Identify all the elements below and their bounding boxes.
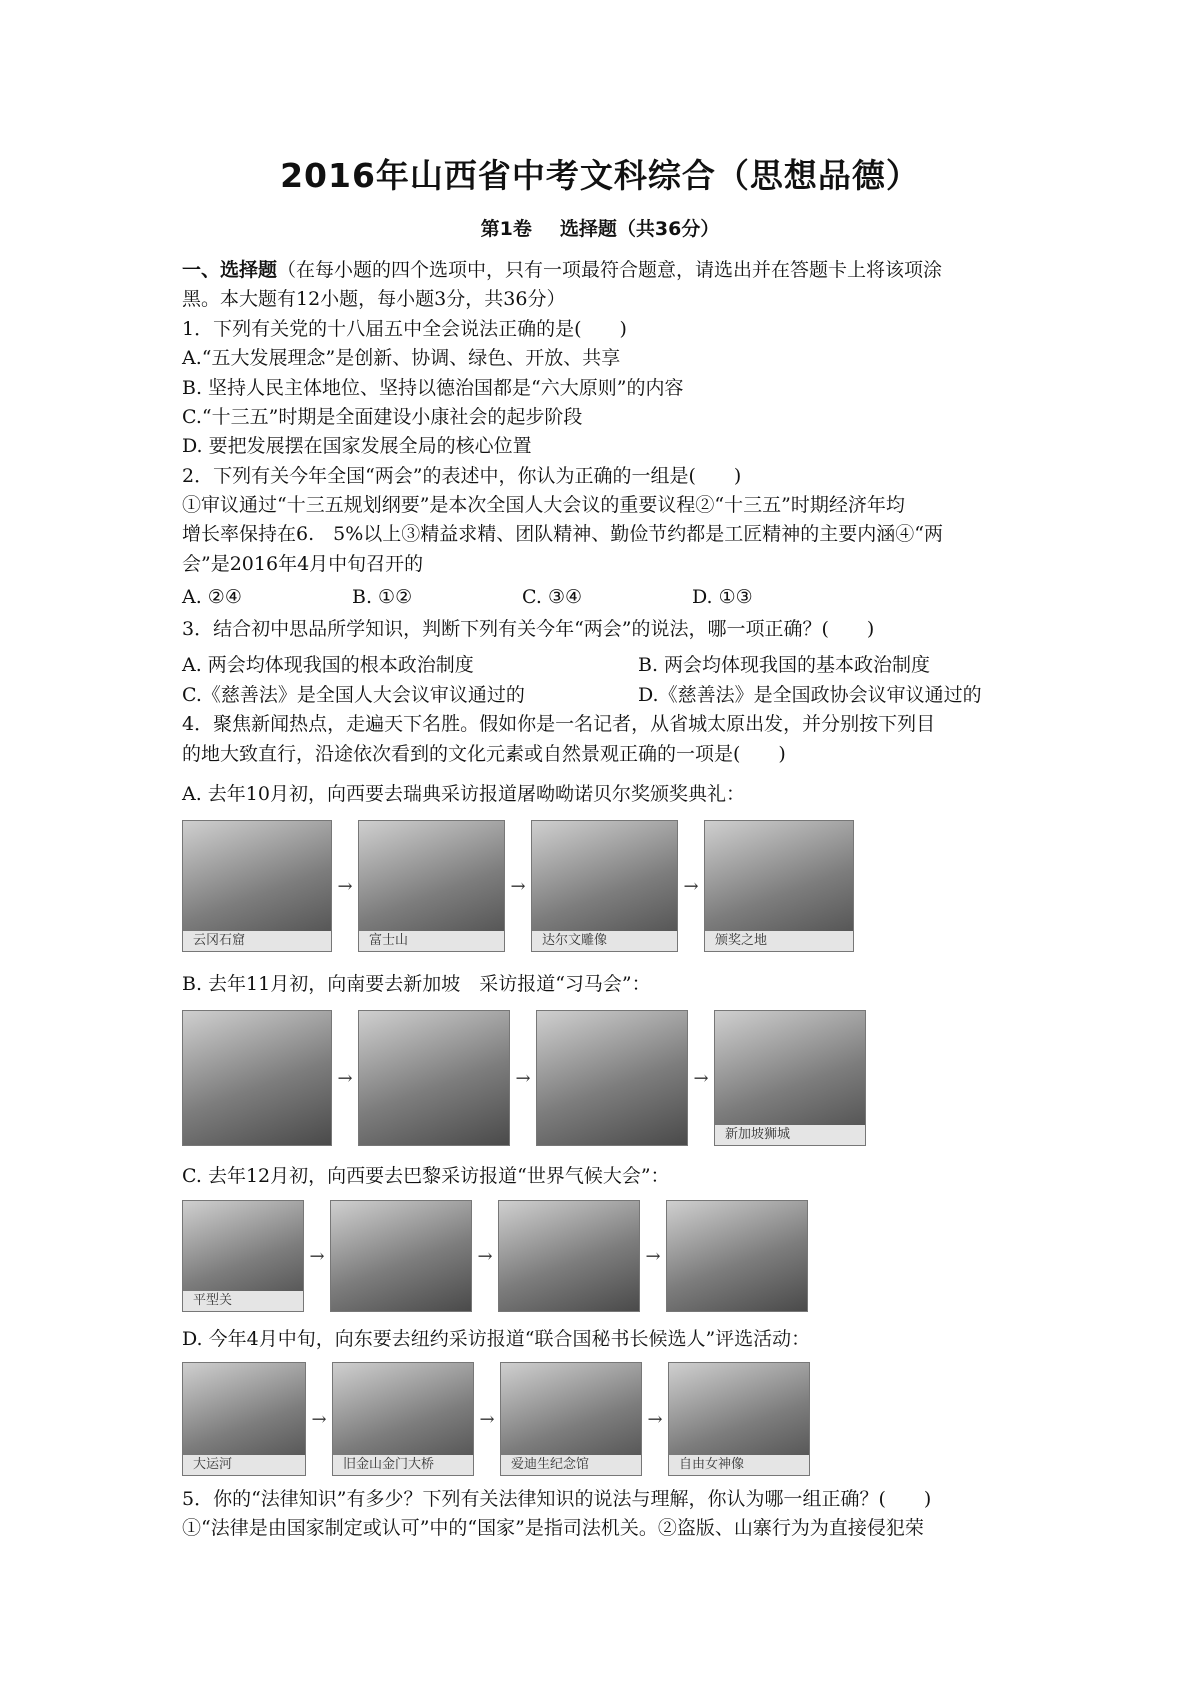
q3-stem: 3．结合初中思品所学知识，判断下列有关今年“两会”的说法，哪一项正确？( ) xyxy=(182,618,875,640)
arrow-icon: → xyxy=(510,875,526,897)
page-subtitle xyxy=(0,214,1200,241)
q5-stem: 5．你的“法律知识”有多少？下列有关法律知识的说法与理解，你认为哪一组正确？( ) xyxy=(182,1488,932,1510)
q2-text-2: 增长率保持在6. 5%以上③精益求精、团队精神、勤俭节约都是工匠精神的主要内涵④“两 xyxy=(182,523,943,545)
q4-option-d: D. 今年4月中旬，向东要去纽约采访报道“联合国秘书长候选人”评选活动： xyxy=(182,1328,811,1350)
instructions-text: （在每小题的四个选项中，只有一项最符合题意，请选出并在答题卡上将该项涂 xyxy=(277,259,943,281)
q2-text-1: ①审议通过“十三五规划纲要”是本次全国人大会议的重要议程②“十三五”时期经济年均 xyxy=(182,494,905,516)
q4-option-c: C. 去年12月初，向西要去巴黎采访报道“世界气候大会”： xyxy=(182,1165,670,1187)
q1-option-c: C.“十三五”时期是全面建设小康社会的起步阶段 xyxy=(182,406,583,428)
instructions-line-2: 黑。本大题有12小题，每小题3分，共36分） xyxy=(182,288,566,310)
q1-option-d: D. 要把发展摆在国家发展全局的核心位置 xyxy=(182,435,532,457)
q3-option-c: C.《慈善法》是全国人大会议审议通过的 xyxy=(182,684,525,706)
image-caption: 平型关 xyxy=(183,1291,303,1311)
image-caption: 富士山 xyxy=(359,931,504,951)
q3-options-row-2 xyxy=(182,680,1094,707)
volume-label: 第1卷 xyxy=(480,218,532,240)
image-caption: 大运河 xyxy=(183,1455,305,1475)
pingxingguan-photo xyxy=(182,1200,304,1312)
q4-stem-2: 的地大致直行，沿途依次看到的文化元素或自然景观正确的一项是( ) xyxy=(182,743,786,765)
image-caption: 颁奖之地 xyxy=(705,931,853,951)
page-title: 2016年山西省中考文科综合（思想品德） xyxy=(280,156,920,195)
arc-de-triomphe-photo xyxy=(498,1200,640,1312)
q4-d-image-strip xyxy=(182,1362,810,1476)
q3-option-b: B. 两会均体现我国的基本政治制度 xyxy=(638,654,931,676)
q4-stem-1: 4．聚焦新闻热点，走遍天下名胜。假如你是一名记者，从省城太原出发，并分别按下列目 xyxy=(182,713,936,735)
q4-a-image-strip xyxy=(182,820,854,952)
arrow-icon: → xyxy=(309,1245,325,1267)
arrow-icon: → xyxy=(337,875,353,897)
parthenon-photo xyxy=(358,1010,510,1146)
q4-option-b: B. 去年11月初，向南要去新加坡 采访报道“习马会”： xyxy=(182,973,651,995)
notre-dame-photo xyxy=(666,1200,808,1312)
arrow-icon: → xyxy=(337,1067,353,1089)
image-caption: 新加坡狮城 xyxy=(715,1125,865,1145)
q2-option-b: B. ①② xyxy=(352,586,413,608)
arrow-icon: → xyxy=(311,1408,327,1430)
q4-b-image-strip xyxy=(182,1010,866,1146)
image-caption: 自由女神像 xyxy=(669,1455,809,1475)
darwin-statue-photo xyxy=(531,820,678,952)
potala-palace-photo xyxy=(182,1010,332,1146)
q2-option-d: D. ①③ xyxy=(692,586,753,608)
q2-stem: 2．下列有关今年全国“两会”的表述中，你认为正确的一组是( ) xyxy=(182,465,742,487)
q4-c-image-strip xyxy=(182,1200,808,1312)
image-caption: 云冈石窟 xyxy=(183,931,331,951)
arrow-icon: → xyxy=(515,1067,531,1089)
q3-options-row-1 xyxy=(182,650,1094,677)
q2-text-3: 会”是2016年4月中旬召开的 xyxy=(182,553,424,575)
q3-option-d: D.《慈善法》是全国政协会议审议通过的 xyxy=(638,684,982,706)
mount-fuji-photo xyxy=(358,820,505,952)
singapore-merlion-photo xyxy=(714,1010,866,1146)
image-caption: 达尔文雕像 xyxy=(532,931,677,951)
q4-option-a: A. 去年10月初，向西要去瑞典采访报道屠呦呦诺贝尔奖颁奖典礼： xyxy=(182,783,745,805)
q2-option-c: C. ③④ xyxy=(522,586,583,608)
q2-options xyxy=(182,586,862,608)
instructions-line-1 xyxy=(182,256,942,284)
q2-option-a: A. ②④ xyxy=(182,586,242,608)
section-label: 选择题（共36分） xyxy=(559,218,720,240)
q1-option-a: A.“五大发展理念”是创新、协调、绿色、开放、共享 xyxy=(182,347,621,369)
q1-stem: 1．下列有关党的十八届五中全会说法正确的是( ) xyxy=(182,318,627,340)
arrow-icon: → xyxy=(683,875,699,897)
rhinoceros-photo xyxy=(536,1010,688,1146)
arrow-icon: → xyxy=(479,1408,495,1430)
yungang-grottoes-photo xyxy=(182,820,332,952)
image-caption: 旧金山金门大桥 xyxy=(333,1455,473,1475)
image-caption: 爱迪生纪念馆 xyxy=(501,1455,641,1475)
arrow-icon: → xyxy=(477,1245,493,1267)
arrow-icon: → xyxy=(693,1067,709,1089)
q3-option-a: A. 两会均体现我国的根本政治制度 xyxy=(182,654,474,676)
statue-of-liberty-photo xyxy=(668,1362,810,1476)
q5-text-1: ①“法律是由国家制定或认可”中的“国家”是指司法机关。②盗版、山寨行为为直接侵犯荣 xyxy=(182,1517,924,1539)
q1-option-b: B. 坚持人民主体地位、坚持以德治国都是“六大原则”的内容 xyxy=(182,377,684,399)
arrow-icon: → xyxy=(645,1245,661,1267)
award-venue-photo xyxy=(704,820,854,952)
edison-memorial-photo xyxy=(500,1362,642,1476)
instructions-heading: 一、选择题 xyxy=(182,259,278,281)
golden-gate-bridge-photo xyxy=(332,1362,474,1476)
polar-bear-photo xyxy=(330,1200,472,1312)
grand-canal-photo xyxy=(182,1362,306,1476)
arrow-icon: → xyxy=(647,1408,663,1430)
